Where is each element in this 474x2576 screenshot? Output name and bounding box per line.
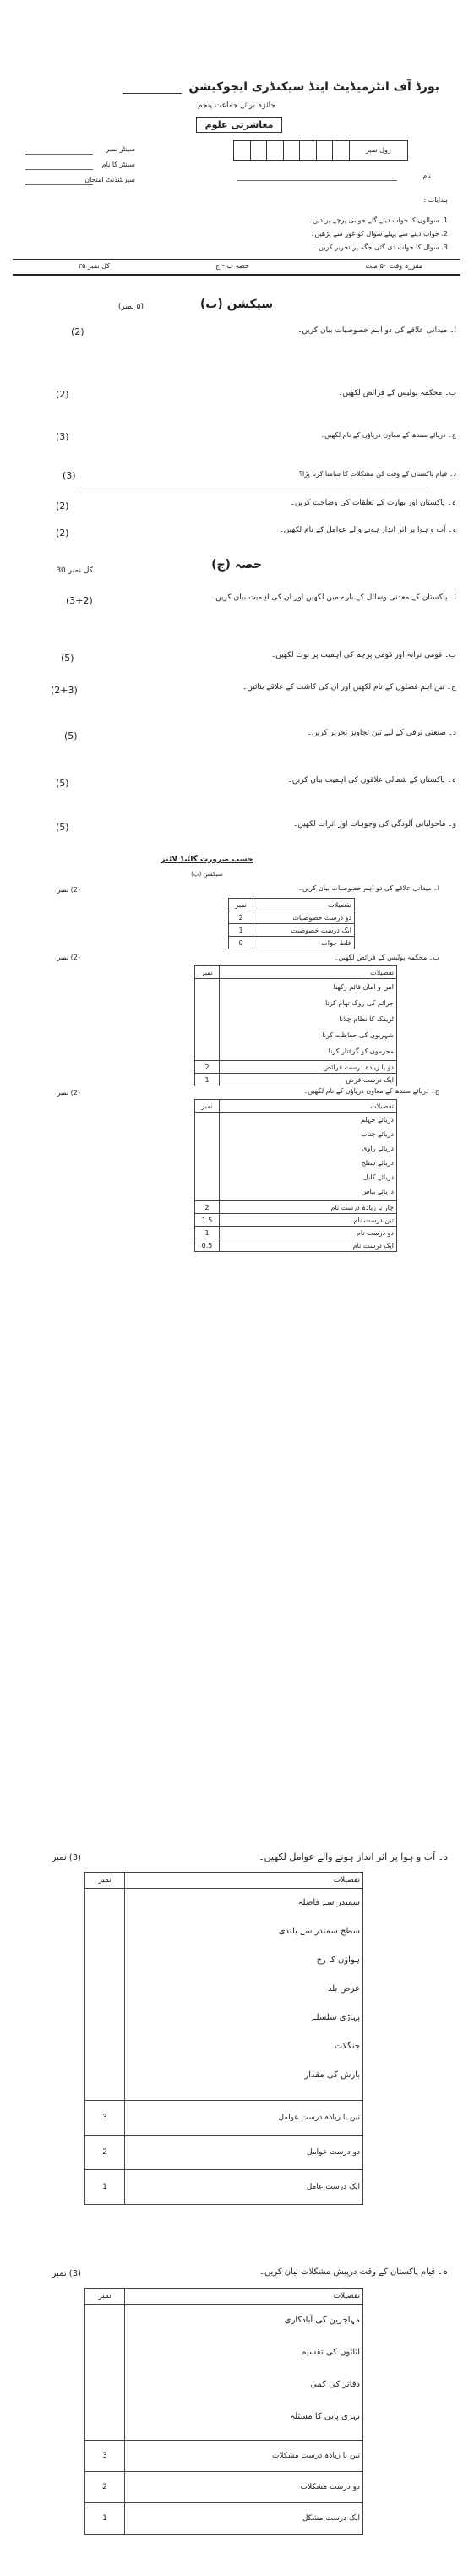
table-row	[195, 1113, 397, 1201]
rubric-q-c: ج۔ دریائے سندھ کے معاون دریاؤں کے نام لکھیں۔	[303, 1087, 439, 1095]
question-b-4: د۔ قیام پاکستان کے وقت کن مشکلات کا سامنا کرنا پڑا؟	[298, 470, 456, 478]
rubric-q-e-marks: (3) نمبر	[52, 2269, 81, 2278]
table-row	[229, 924, 355, 937]
list-item: سمندر سے فاصلہ	[297, 1898, 360, 1907]
table-row	[195, 979, 397, 1061]
table-cell: 0	[229, 937, 253, 949]
table-cell: ایک درست فرض	[220, 1074, 397, 1086]
rubric-table-d	[84, 1872, 363, 2205]
marks-c-1: (3+2)	[66, 595, 93, 606]
table-row	[195, 1201, 397, 1214]
list-item: ٹریفک کا نظام چلانا	[339, 1015, 394, 1023]
list-item: دفاتر کی کمی	[310, 2380, 360, 2389]
table-row	[195, 1074, 397, 1086]
table-row	[195, 1061, 397, 1074]
board-title: بورڈ آف انٹرمیڈیٹ اینڈ سیکنڈری ایجوکیشن	[188, 80, 439, 94]
question-c-6: و۔ ماحولیاتی آلودگی کی وجوہات اور اثرات لکھیں۔	[292, 820, 456, 829]
list-item: جنگلات	[334, 2042, 360, 2051]
table-cell: تین درست نام	[220, 1214, 397, 1227]
rubric-q-a: ا۔ میدانی علاقے کی دو اہم خصوصیات بیان کریں۔	[298, 884, 439, 892]
instructions-title: ہدایات :	[423, 196, 448, 204]
table-row	[85, 1889, 363, 2101]
table-cell	[220, 1113, 397, 1201]
rubric-table-a	[228, 898, 355, 949]
table-row	[85, 2101, 363, 2136]
table-cell: غلط جواب	[253, 937, 355, 949]
exam-subtitle: جائزہ برائے جماعت پنجم	[197, 101, 276, 110]
table-cell	[195, 1113, 220, 1201]
rubric-q-d: د۔ آب و ہوا پر اثر انداز ہونے والے عوامل لکھیں۔	[259, 1851, 448, 1862]
table-row	[229, 899, 355, 911]
rubric-title: حسب ضرورت گائیڈ لائنز	[161, 856, 253, 864]
rubric-q-a-marks: (2) نمبر	[57, 886, 80, 894]
table-cell: نمبر	[195, 1100, 220, 1113]
table-cell: 2	[85, 2472, 125, 2503]
question-b-2: ب۔ محکمہ پولیس کے فرائض لکھیں۔	[338, 389, 456, 397]
list-item: دریائے چناب	[361, 1130, 394, 1138]
marks-b-4: (3)	[63, 470, 76, 481]
table-row	[195, 1239, 397, 1252]
time-allowed: مقررہ وقت ۵۰ منٹ	[365, 262, 422, 270]
table-cell: ایک درست مشکل	[125, 2503, 363, 2535]
rubric-q-c-marks: (2) نمبر	[57, 1089, 80, 1097]
list-item: دریائے راوی	[362, 1145, 394, 1152]
marks-c-2: (5)	[61, 653, 74, 664]
table-cell: تفصیلات	[220, 1100, 397, 1113]
list-item: ہواؤں کا رخ	[316, 1955, 360, 1965]
table-cell: ایک درست نام	[220, 1239, 397, 1252]
table-row	[195, 1227, 397, 1239]
question-b-5: ہ۔ پاکستان اور بھارت کے تعلقات کی وضاحت کریں۔	[290, 499, 456, 507]
table-cell: 1.5	[195, 1214, 220, 1227]
table-cell: نمبر	[229, 899, 253, 911]
table-cell: 1	[229, 924, 253, 937]
rubric-table-e	[84, 2288, 363, 2535]
table-cell: دو یا زیادہ درست فرائض	[220, 1061, 397, 1074]
rubric-table-c	[194, 1099, 397, 1252]
table-row	[85, 2136, 363, 2170]
total-marks: کل نمبر ۳۵	[78, 262, 110, 270]
list-item: امن و امان قائم رکھنا	[333, 983, 394, 991]
table-row	[195, 966, 397, 979]
table-row	[85, 1873, 363, 1889]
table-row	[85, 2289, 363, 2305]
invigilator-label: سپرنٹنڈنٹ امتحان	[84, 176, 135, 183]
table-cell: 1	[195, 1074, 220, 1086]
center-name-label: سینٹر کا نام	[101, 161, 135, 168]
roll-number-label: رول نمبر	[349, 141, 407, 160]
list-item: اثاثوں کی تقسیم	[301, 2348, 360, 2357]
table-cell	[85, 1889, 125, 2101]
instruction-2: 2. جواب دینے سے پہلے سوال کو غور سے پڑھیں۔	[310, 230, 448, 238]
table-row	[195, 1100, 397, 1113]
table-cell: 2	[195, 1201, 220, 1214]
list-item: دریائے جہلم	[360, 1116, 394, 1124]
table-cell: 1	[85, 2503, 125, 2535]
table-cell: 0.5	[195, 1239, 220, 1252]
name-label: نام	[422, 172, 431, 179]
table-cell	[125, 1889, 363, 2101]
table-cell: دو درست عوامل	[125, 2136, 363, 2170]
table-cell: تفصیلات	[253, 899, 355, 911]
table-cell: تین یا زیادہ درست عوامل	[125, 2101, 363, 2136]
instruction-1: 1. سوالوں کا جواب دیئے گئے جوابی پرچے پر دیں۔	[308, 216, 448, 224]
marks-b-6: (2)	[56, 528, 69, 539]
table-row	[85, 2305, 363, 2441]
table-cell: تفصیلات	[220, 966, 397, 979]
table-row	[229, 911, 355, 924]
name-field[interactable]	[237, 180, 397, 181]
question-b-3: ج۔ دریائے سندھ کے معاون دریاؤں کے نام لکھیں۔	[320, 431, 456, 439]
table-cell	[220, 979, 397, 1061]
marks-c-4: (5)	[64, 730, 78, 741]
list-item: پہاڑی سلسلے	[311, 2013, 360, 2022]
instruction-3: 3. سوال کا جواب دی گئی جگہ پر تحریر کریں۔	[314, 243, 448, 251]
section-b-title: سیکشن (ب)	[199, 298, 274, 311]
rubric-q-b: ب۔ محکمہ پولیس کے فرائض لکھیں۔	[334, 954, 439, 961]
rubric-q-b-marks: (2) نمبر	[57, 954, 80, 961]
list-item: دریائے بیاس	[361, 1188, 394, 1195]
list-item: بارش کی مقدار	[304, 2070, 360, 2080]
rubric-table-b	[194, 965, 397, 1086]
question-c-5: ہ۔ پاکستان کے شمالی علاقوں کی اہمیت بیان کریں۔	[287, 776, 456, 785]
table-cell: 1	[195, 1227, 220, 1239]
question-c-3: ج۔ تین اہم فصلوں کے نام لکھیں اور ان کی کاشت کے علاقے بتائیں۔	[242, 683, 456, 692]
list-item: جرائم کی روک تھام کرنا	[325, 999, 394, 1007]
table-row	[195, 1214, 397, 1227]
table-cell	[195, 979, 220, 1061]
table-cell: 1	[85, 2170, 125, 2205]
table-cell: ایک درست خصوصیت	[253, 924, 355, 937]
list-item: دریائے ستلج	[361, 1159, 394, 1167]
table-cell	[85, 2305, 125, 2441]
section-c-title: حصہ (ج)	[211, 558, 262, 572]
section-b-marks: (۵ نمبر)	[117, 303, 144, 311]
question-b-1: ا۔ میدانی علاقے کی دو اہم خصوصیات بیان کریں۔	[297, 326, 456, 335]
list-item: نہری پانی کا مسئلہ	[290, 2412, 360, 2421]
marks-b-5: (2)	[56, 500, 69, 511]
section-c-marks: کل نمبر 30	[56, 566, 93, 575]
table-cell: 3	[85, 2441, 125, 2472]
table-row	[85, 2441, 363, 2472]
table-cell: نمبر	[85, 1873, 125, 1889]
table-row	[85, 2503, 363, 2535]
rubric-q-d-marks: (3) نمبر	[52, 1853, 81, 1862]
marks-b-3: (3)	[56, 431, 69, 442]
table-cell: 3	[85, 2101, 125, 2136]
list-item: دریائے کابل	[362, 1173, 394, 1181]
paper-sections: حصہ ب - ج	[215, 262, 249, 270]
center-number-label: سینٹر نمبر	[106, 145, 135, 153]
table-cell: نمبر	[85, 2289, 125, 2305]
table-cell	[125, 2305, 363, 2441]
table-row	[229, 937, 355, 949]
table-row	[85, 2472, 363, 2503]
table-cell: 2	[195, 1061, 220, 1074]
table-cell: دو درست خصوصیات	[253, 911, 355, 924]
rubric-subtitle: سیکشن (ب)	[191, 871, 223, 878]
table-cell: 2	[229, 911, 253, 924]
list-item: مجرموں کو گرفتار کرنا	[328, 1047, 394, 1055]
question-c-4: د۔ صنعتی ترقی کے لیے تین تجاویز تحریر کریں۔	[307, 729, 456, 737]
list-item: عرض بلد	[327, 1984, 360, 1994]
list-item: شہریوں کی حفاظت کرنا	[322, 1031, 394, 1039]
table-row	[85, 2170, 363, 2205]
marks-c-3: (2+3)	[51, 685, 78, 696]
list-item: مہاجرین کی آبادکاری	[284, 2316, 360, 2325]
roll-number-box[interactable]	[233, 140, 408, 161]
table-cell: نمبر	[195, 966, 220, 979]
marks-c-5: (5)	[56, 778, 69, 789]
table-cell: ایک درست عامل	[125, 2170, 363, 2205]
table-cell: تین یا زیادہ درست مشکلات	[125, 2441, 363, 2472]
table-cell: دو درست نام	[220, 1227, 397, 1239]
rubric-q-e: ہ۔ قیام پاکستان کے وقت درپیش مشکلات بیان کریں۔	[259, 2267, 448, 2277]
question-c-2: ب۔ قومی ترانہ اور قومی پرچم کی اہمیت پر نوٹ لکھیں۔	[270, 651, 456, 659]
table-cell: چار یا زیادہ درست نام	[220, 1201, 397, 1214]
subject-title: معاشرتی علوم	[196, 117, 282, 133]
table-cell: تفصیلات	[125, 1873, 363, 1889]
question-b-6: و۔ آب و ہوا پر اثر انداز ہونے والے عوامل کے نام لکھیں۔	[279, 526, 456, 534]
table-cell: 2	[85, 2136, 125, 2170]
list-item: سطح سمندر سے بلندی	[278, 1927, 360, 1936]
table-cell: تفصیلات	[125, 2289, 363, 2305]
table-cell: دو درست مشکلات	[125, 2472, 363, 2503]
marks-c-6: (5)	[56, 822, 69, 833]
marks-b-1: (2)	[71, 326, 84, 337]
question-c-1: ا۔ پاکستان کے معدنی وسائل کے بارے میں لکھیں اور ان کی اہمیت بیان کریں۔	[210, 593, 456, 602]
marks-b-2: (2)	[56, 389, 69, 400]
